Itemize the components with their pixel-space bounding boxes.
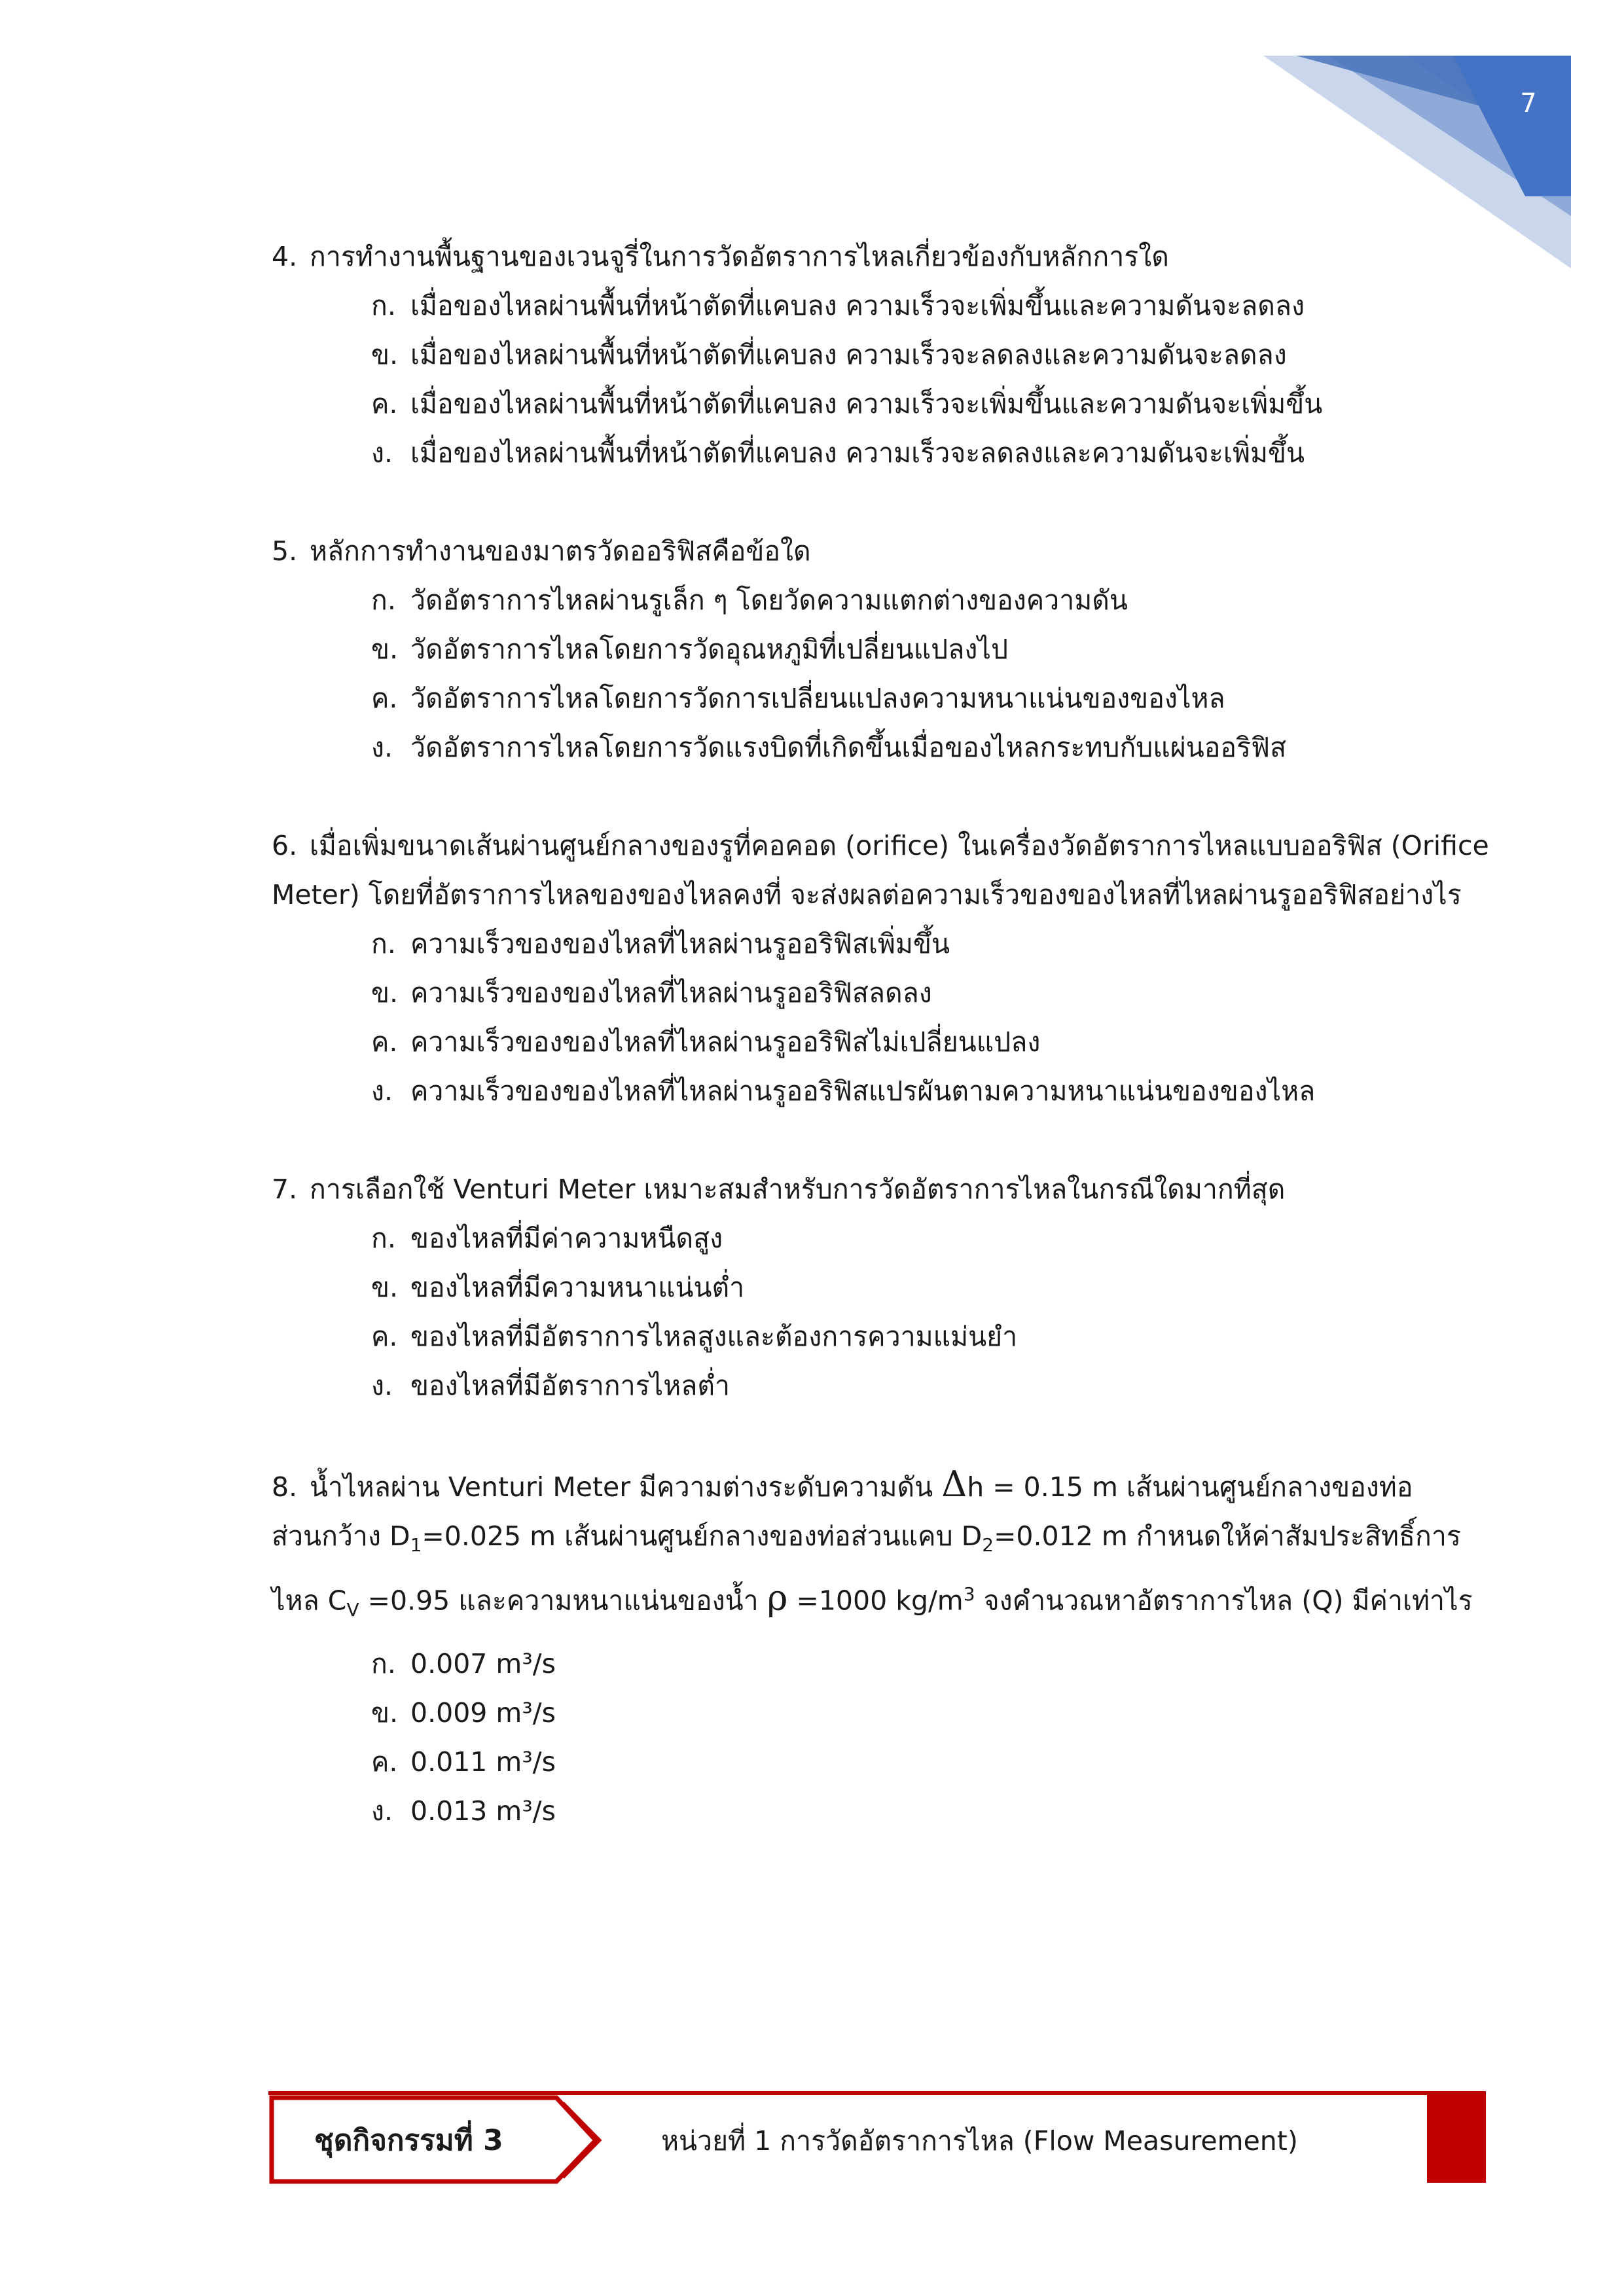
question-text (272, 821, 1489, 870)
question-stem-continued: Meter) โดยที่อัตราการไหลของของไหลคงที่ จะส่งผลต่อความเร็วของของไหลที่ไหลผ่านรูออริฟิสอย่างไร (272, 879, 1462, 910)
choice-list (272, 1640, 1489, 1836)
exam-content (272, 232, 1489, 1836)
choice-d[interactable]: ง. ความเร็วของของไหลที่ไหลผ่านรูออริฟิสแปรผันตามความหนาแน่นของของไหล (371, 1075, 1316, 1107)
question-stem: การทำงานพื้นฐานของเวนจูรี่ในการวัดอัตราการไหลเกี่ยวข้องกับหลักการใด (310, 241, 1169, 272)
question-number: 6. (272, 830, 298, 861)
choice-b[interactable]: ข. ของไหลที่มีความหนาแน่นต่ำ (371, 1272, 745, 1303)
choice-a[interactable]: ก. ของไหลที่มีค่าความหนืดสูง (371, 1223, 723, 1254)
question-stem: หลักการทำงานของมาตรวัดออริฟิสคือข้อใด (310, 535, 811, 567)
delta-symbol: Δ (941, 1463, 967, 1505)
question-number: 5. (272, 535, 298, 567)
choice-c[interactable]: ค. ของไหลที่มีอัตราการไหลสูงและต้องการความแม่นยำ (371, 1321, 1018, 1352)
choice-d[interactable]: ง. 0.013 m³/s (371, 1795, 556, 1827)
page-footer (268, 2091, 1486, 2186)
choice-c[interactable]: ค. เมื่อของไหลผ่านพื้นที่หน้าตัดที่แคบลง ความเร็วจะเพิ่มขึ้นและความดันจะเพิ่มขึ้น (371, 388, 1323, 420)
choice-list (272, 920, 1489, 1116)
question-text (272, 232, 1489, 281)
rho-symbol: ρ (767, 1577, 788, 1619)
choice-c[interactable]: ค. ความเร็วของของไหลที่ไหลผ่านรูออริฟิสไม่เปลี่ยนแปลง (371, 1026, 1041, 1058)
question-stem: เมื่อเพิ่มขนาดเส้นผ่านศูนย์กลางของรูที่คอคอด (orifice) ในเครื่องวัดอัตราการไหลแบบออริฟิส (Orifice (310, 830, 1489, 861)
choice-c[interactable]: ค. วัดอัตราการไหลโดยการวัดการเปลี่ยนแปลงความหนาแน่นของของไหล (371, 683, 1225, 714)
choice-c[interactable]: ค. 0.011 m³/s (371, 1746, 556, 1778)
choice-list (272, 281, 1489, 478)
question-stem: การเลือกใช้ Venturi Meter เหมาะสมสำหรับการวัดอัตราการไหลในกรณีใดมากที่สุด (310, 1174, 1286, 1205)
choice-list (272, 1214, 1489, 1410)
question-text-line-1: 8. น้ำไหลผ่าน Venturi Meter มีความต่างระดับความดัน Δh = 0.15 m เส้นผ่านศูนย์กลางของท่อ (272, 1460, 1489, 1512)
unit-title: หน่วยที่ 1 การวัดอัตราการไหล (Flow Measurement) (661, 2125, 1298, 2157)
choice-a[interactable]: ก. เมื่อของไหลผ่านพื้นที่หน้าตัดที่แคบลง ความเร็วจะเพิ่มขึ้นและความดันจะลดลง (371, 290, 1305, 321)
choice-d[interactable]: ง. ของไหลที่มีอัตราการไหลต่ำ (371, 1370, 731, 1401)
question-text-line-2: ส่วนกว้าง $D_1=0.025$ m เส้นผ่านศูนย์กลางของท่อส่วนแคบ $D_2=0.012$ m กำหนดให้ค่าสัมประสิทธิ์การ (272, 1520, 1461, 1556)
choice-a[interactable]: ก. วัดอัตราการไหลผ่านรูเล็ก ๆ โดยวัดความแตกต่างของความดัน (371, 584, 1128, 616)
question-7 (272, 1165, 1489, 1410)
choice-b[interactable]: ข. วัดอัตราการไหลโดยการวัดอุณหภูมิที่เปลี่ยนแปลงไป (371, 634, 1008, 665)
question-text (272, 527, 1489, 576)
choice-d[interactable]: ง. เมื่อของไหลผ่านพื้นที่หน้าตัดที่แคบลง ความเร็วจะลดลงและความดันจะเพิ่มขึ้น (371, 437, 1305, 469)
choice-d[interactable]: ง. วัดอัตราการไหลโดยการวัดแรงบิดที่เกิดขึ้นเมื่อของไหลกระทบกับแผ่นออริฟิส (371, 732, 1287, 763)
choice-a[interactable]: ก. ความเร็วของของไหลที่ไหลผ่านรูออริฟิสเพิ่มขึ้น (371, 928, 950, 960)
activity-set-label: ชุดกิจกรรมที่ 3 (314, 2124, 503, 2157)
question-number: 4. (272, 241, 298, 272)
choice-a[interactable]: ก. 0.007 m³/s (371, 1648, 556, 1680)
choice-list (272, 576, 1489, 772)
choice-b[interactable]: ข. ความเร็วของของไหลที่ไหลผ่านรูออริฟิสลดลง (371, 977, 932, 1009)
question-text (272, 1165, 1489, 1214)
choice-b[interactable]: ข. เมื่อของไหลผ่านพื้นที่หน้าตัดที่แคบลง ความเร็วจะลดลงและความดันจะลดลง (371, 339, 1287, 370)
choice-b[interactable]: ข. 0.009 m³/s (371, 1697, 556, 1729)
footer-color-block (1427, 2091, 1486, 2183)
question-5 (272, 527, 1489, 772)
page-number: 7 (1520, 88, 1537, 118)
question-8 (272, 1460, 1489, 1836)
question-number: 8. (272, 1471, 298, 1503)
question-6 (272, 821, 1489, 1116)
question-text-line-3: ไหล $C_V =0.95$ และความหนาแน่นของน้ำ ρ =1000 $kg/m^3$ จงคำนวณหาอัตราการไหล (Q) มีค่าเท่าไร (272, 1577, 1473, 1621)
question-number: 7. (272, 1174, 298, 1205)
question-4 (272, 232, 1489, 478)
